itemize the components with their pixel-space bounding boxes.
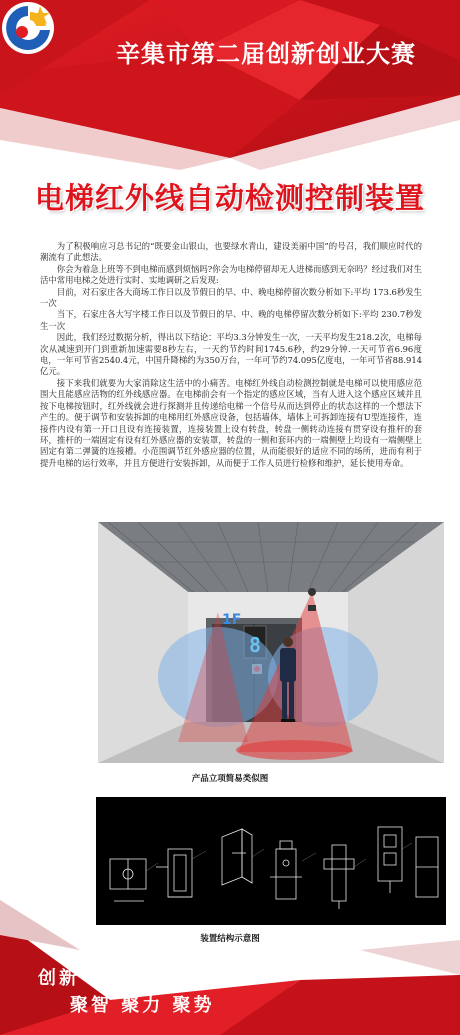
footer-background [0,880,460,1035]
figure2-caption: 装置结构示意图 [200,934,260,944]
header-background [0,0,460,170]
paragraph-question: 你会为着急上班等不到电梯而感到烦恼吗?你会为电梯停留却无人进梯而感到无奈吗？经过我们对生活中常用电梯之处进行实时、实地调研之后发现: [40,263,422,286]
main-title: 电梯红外线自动检测控制装置 [34,181,425,215]
paragraph-device-description: 接下来我们就要为大家消除这生活中的小痛苦。电梯红外线自动检测控制就是电梯可以使用感应范围大且能感应活物的红外线感应器。在电梯前会有一个指定的感应区域，当有人进入这个感应区域并且按下电梯按钮时，红外线就会进行探测并且传递给电梯一个信号从而达到停止的状态这样的一个想法下产生的。便于调节和安装拆卸的电梯用红外感应设备，包括墙体，墙体上可拆卸连接有U型连接件，连接件内设有第一开口且设有连接装置，连接装置上设有转盘，转盘一侧转动连接有贯穿设有推杆的套环，推杆的一端固定有设有红外感应器的安装罩，转盘的一侧和套环内的一端侧壁上均设有一端侧壁上固定有第二弹簧的连接槽。小范围调节红外感应器的位置，从而能很好的适应不同的场所，进而有利于提升电梯的运行效率，并且方便进行安装拆卸，从而便于工作人员进行检修和维护，延长使用寿命。 [40,377,422,468]
contest-logo [0,0,56,56]
header-banner [0,0,460,170]
paragraph-mall-data: 目前，对石家庄各大商场工作日以及节假日的早、中、晚电梯停留次数分析如下:平均 173.6秒发生一次 [40,286,422,309]
article-body [40,241,422,469]
slogan-line-1: 创新 创业 创造 [38,968,183,989]
floor-label: 1F [222,612,242,628]
figure1-caption: 产品立项简易类似图 [191,774,269,784]
paragraph-office-data: 当下，石家庄各大写字楼工作日以及节假日的早、中、晚的电梯停留次数分析如下:平均 230.7秒发生一次 [40,309,422,331]
header-title: 辛集市第二届创新创业大赛 [116,40,416,68]
paragraph-conclusion: 因此，我们经过数据分析，得出以下结论：平均3.3分钟发生一次，一天平均发生218.2次，电梯每次从减速到开门到重新加速需要8秒左右，一天约节约时间1745.6秒，约29分钟.一天可节省6.96度电，一年可节省2540.4元，中国升降梯约为350万台，一年可节约74.095亿度电，一年可节省88.914亿元。 [40,332,422,377]
elevator-illustration [98,522,444,763]
paragraph-intro: 为了积极响应习总书记的“既要金山银山，也要绿水青山，建设美丽中国”的号召，我们顺应时代的潮流有了此想法。 [40,241,422,263]
slogan-line-2: 聚智 聚力 聚势 [70,995,215,1016]
